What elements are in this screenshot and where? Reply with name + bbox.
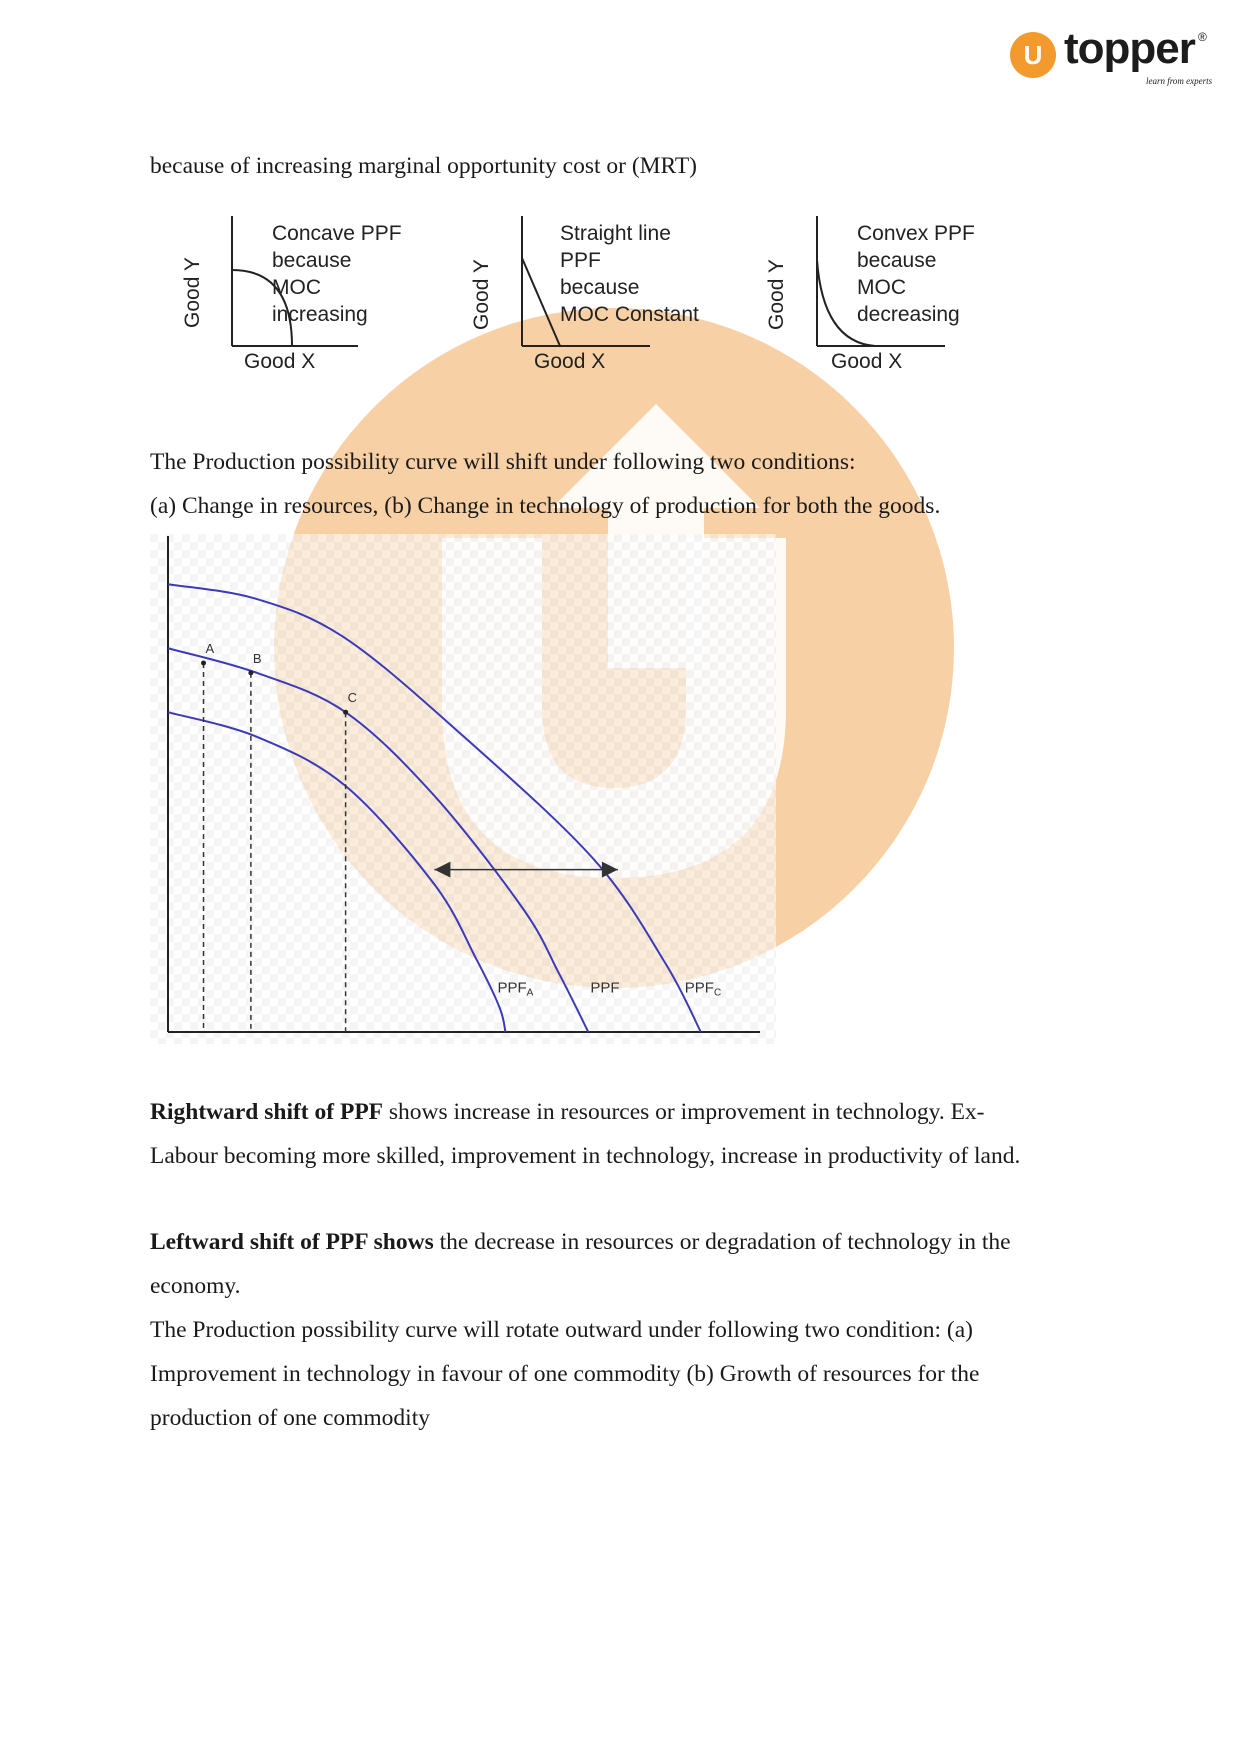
rotation-line-3: production of one commodity	[150, 1405, 430, 1431]
mini-xlabel: Good X	[831, 350, 903, 373]
rightward-shift-text: shows increase in resources or improvement in technology. Ex-	[383, 1099, 985, 1125]
mini-chart-concave	[170, 208, 450, 383]
ppf-shift-chart	[150, 534, 776, 1044]
logo-registered: ®	[1198, 30, 1207, 44]
rightward-shift-example: Labour becoming more skilled, improvement in technology, increase in productivity of land.	[150, 1143, 1021, 1169]
mini-caption: Convex PPF because MOC decreasing	[857, 222, 975, 326]
point-label: A	[205, 641, 215, 656]
logo-tagline: learn from experts	[1146, 76, 1213, 86]
leftward-shift-text: the decrease in resources or degradation of technology in the	[433, 1229, 1011, 1255]
ppf-label-subscript: C	[713, 987, 722, 999]
mini-ylabel: Good Y	[181, 257, 204, 328]
mini-straight-line	[522, 258, 560, 346]
ppf-label: $PPF_A$	[497, 979, 534, 999]
rotation-line-1: The Production possibility curve will rotate outward under following two condition: (a)	[150, 1317, 973, 1343]
point-label: B	[252, 650, 262, 666]
logo-mark-icon: U	[1010, 32, 1056, 78]
rightward-shift-line	[150, 1090, 1100, 1134]
rotation-line-2: Improvement in technology in favour of one commodity (b) Growth of resources for the	[150, 1361, 980, 1387]
mini-xlabel: Good X	[244, 350, 316, 373]
ppf-label: PPF	[590, 979, 620, 997]
mini-ylabel: Good Y	[765, 259, 788, 330]
topper-logo	[1010, 24, 1213, 90]
point-marker	[248, 670, 253, 675]
leftward-shift-line	[150, 1220, 1100, 1264]
point-marker	[201, 661, 206, 666]
ppf-label: $PPF_C$	[684, 979, 722, 999]
mini-chart-straight	[460, 208, 740, 383]
mini-caption: Straight line PPF because MOC Constant	[560, 222, 699, 326]
leftward-shift-term: Leftward shift of PPF shows	[150, 1229, 434, 1255]
point-marker	[343, 710, 348, 715]
shift-conditions-heading: The Production possibility curve will shift under following two conditions:	[150, 449, 856, 475]
rightward-shift-term: Rightward shift of PPF	[150, 1099, 384, 1125]
mini-chart-convex	[755, 208, 1035, 383]
ppf-label-subscript: A	[526, 987, 534, 999]
leftward-shift-continued: economy.	[150, 1273, 241, 1299]
chart-background	[150, 534, 776, 1044]
shift-conditions-list: (a) Change in resources, (b) Change in technology of production for both the goods.	[150, 493, 941, 519]
mini-xlabel: Good X	[534, 350, 606, 373]
intro-line: because of increasing marginal opportunity cost or (MRT)	[150, 153, 697, 179]
point-label: C	[347, 690, 357, 706]
mini-ylabel: Good Y	[470, 259, 493, 330]
logo-brand: topper	[1064, 24, 1195, 73]
mini-caption: Concave PPF because MOC increasing	[272, 222, 402, 326]
